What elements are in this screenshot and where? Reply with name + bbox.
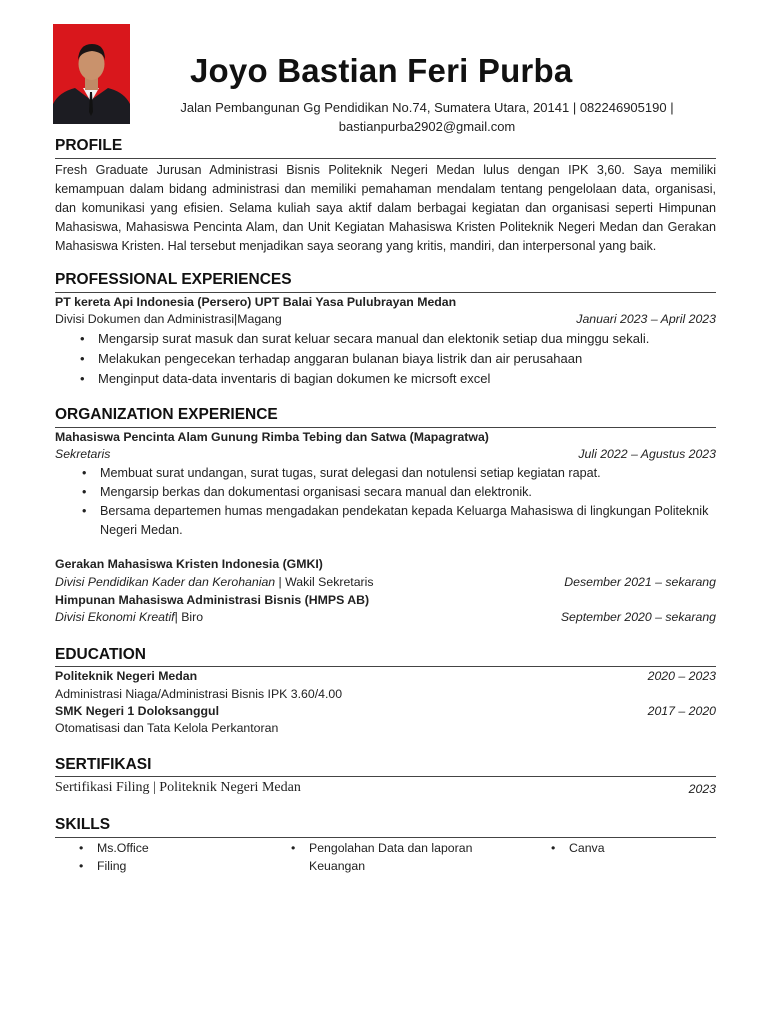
certification-year: 2023 <box>688 782 716 796</box>
org2-period: Desember 2021 – sekarang <box>564 575 716 589</box>
school2-row <box>55 703 716 720</box>
org2-position: | Wakil Sekretaris <box>275 575 374 589</box>
certification-row <box>55 779 716 796</box>
contact-info <box>147 98 707 136</box>
section-title-profile: PROFILE <box>55 137 123 154</box>
profile-photo <box>53 24 130 124</box>
person-photo-icon <box>53 24 130 124</box>
skills-column-2 <box>287 839 472 875</box>
section-divider <box>55 666 716 667</box>
section-divider <box>55 158 716 159</box>
section-divider <box>55 427 716 428</box>
list-item: • Pengolahan Data dan laporan Keuangan <box>291 841 473 873</box>
school2-detail: Otomatisasi dan Tata Kelola Perkantoran <box>55 721 279 735</box>
org2-division: Divisi Pendidikan Kader dan Kerohanian <box>55 575 276 589</box>
school1-row <box>55 668 716 685</box>
list-item: • Canva <box>551 841 605 855</box>
contact-address-phone: Jalan Pembangunan Gg Pendidikan No.74, Sumatera Utara, 20141 | 082246905190 | <box>180 100 674 115</box>
job-period: Januari 2023 – April 2023 <box>576 312 716 326</box>
org3-period: September 2020 – sekarang <box>560 610 716 624</box>
org1-period: Juli 2022 – Agustus 2023 <box>578 447 716 461</box>
list-item: • Filing <box>79 859 127 873</box>
section-title-education: EDUCATION <box>55 646 146 663</box>
org3-name: Himpunan Mahasiswa Administrasi Bisnis (HMPS AB) <box>55 593 370 607</box>
list-item: • Ms.Office <box>79 841 149 855</box>
org1-bullet-list <box>76 464 716 540</box>
school2-period: 2017 – 2020 <box>647 704 716 718</box>
org1-role-row <box>55 446 716 463</box>
org2-name: Gerakan Mahasiswa Kristen Indonesia (GMKI) <box>55 557 323 571</box>
skills-column-3 <box>547 839 605 857</box>
school2-name: SMK Negeri 1 Doloksanggul <box>55 704 219 718</box>
skills-column-1 <box>75 839 149 875</box>
job-role-row <box>55 311 716 328</box>
section-title-certification: SERTIFIKASI <box>55 756 152 773</box>
list-item: • Membuat surat undangan, surat tugas, surat delegasi dan notulensi setiap kegiatan rapat. <box>82 466 601 480</box>
job-bullet-list <box>74 329 714 389</box>
org1-name: Mahasiswa Pencinta Alam Gunung Rimba Tebing dan Satwa (Mapagratwa) <box>55 430 489 444</box>
list-item: • Mengarsip surat masuk dan surat keluar secara manual dan elektonik setiap dua minggu sekali. <box>80 331 650 346</box>
section-title-professional: PROFESSIONAL EXPERIENCES <box>55 271 292 288</box>
list-item: • Bersama departemen humas mengadakan pendekatan kepada Keluarga Mahasiswa di lingkungan Politeknik Negeri Medan. <box>82 504 709 537</box>
section-divider <box>55 837 716 838</box>
org3-position: | Biro <box>174 610 204 624</box>
certification-item: Sertifikasi Filing | Politeknik Negeri Medan <box>55 780 301 795</box>
org3-role-row <box>55 609 716 626</box>
org1-role: Sekretaris <box>55 447 111 461</box>
school1-name: Politeknik Negeri Medan <box>55 669 198 683</box>
org3-division: Divisi Ekonomi Kreatif <box>55 610 175 624</box>
list-item: • Mengarsip berkas dan dokumentasi organisasi secara manual dan elektronik. <box>82 485 532 499</box>
section-title-organization: ORGANIZATION EXPERIENCE <box>55 406 278 423</box>
candidate-name: Joyo Bastian Feri Purba <box>190 52 573 89</box>
school1-period: 2020 – 2023 <box>647 669 716 683</box>
section-title-skills: SKILLS <box>55 816 111 833</box>
section-divider <box>55 776 716 777</box>
school1-detail: Administrasi Niaga/Administrasi Bisnis IPK 3.60/4.00 <box>55 687 343 701</box>
profile-summary: Fresh Graduate Jurusan Administrasi Bisnis Politeknik Negeri Medan lulus dengan IPK 3,60. Saya memiliki kemampuan dalam bidang administrasi dan memiliki pemahaman mendalam tentang pengelolaan data, organisasi, dan komunikasi yang efisien. Selama kuliah saya aktif dalam berbagai kegiatan dan organisasi seperti Himpunan Mahasiswa, Mahasiswa Pencinta Alam, dan Unit Kegiatan Mahasiswa Kristen Politeknik Negeri Medan dan Gerakan Mahasiswa Kristen. Hal tersebut menjadikan saya seorang yang kritis, mandiri, dan interpersonal yang baik. <box>55 163 716 253</box>
job-role: Divisi Dokumen dan Administrasi|Magang <box>55 312 282 326</box>
job-company: PT kereta Api Indonesia (Persero) UPT Balai Yasa Pulubrayan Medan <box>55 295 457 309</box>
list-item: • Menginput data-data inventaris di bagian dokumen ke micrsoft excel <box>80 371 491 386</box>
contact-email: bastianpurba2902@gmail.com <box>338 119 516 134</box>
org2-role-row <box>55 574 716 591</box>
list-item: • Melakukan pengecekan terhadap anggaran bulanan biaya listrik dan air perusahaan <box>80 351 583 366</box>
section-divider <box>55 292 716 293</box>
